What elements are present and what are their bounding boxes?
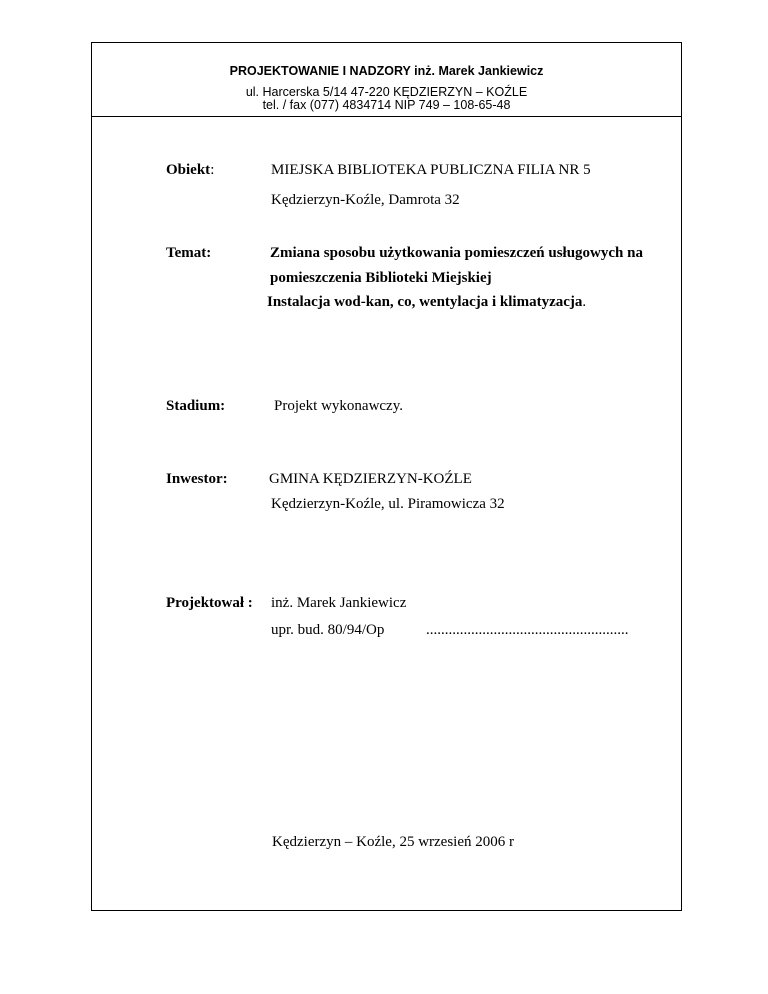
designer-name: inż. Marek Jankiewicz [271,595,407,611]
company-name: PROJEKTOWANIE I NADZORY inż. Marek Jankiewicz [229,64,544,78]
stadium-value: Projekt wykonawczy. [274,398,403,414]
temat-label: Temat: [166,245,212,261]
temat-line-3: Instalacja wod-kan, co, wentylacja i klimatyzacja. [267,294,587,310]
company-contact: tel. / fax (077) 4834714 NIP 749 – 108-65-48 [262,98,511,112]
projektowal-label: Projektował : [166,595,253,611]
signature-line: ...................................................... [426,622,629,638]
obiekt-address: Kędzierzyn-Koźle, Damrota 32 [271,192,460,208]
temat-line-1: Zmiana sposobu użytkowania pomieszczeń usługowych na [270,245,643,261]
stadium-label: Stadium: [166,398,226,414]
inwestor-address: Kędzierzyn-Koźle, ul. Piramowicza 32 [271,496,505,512]
obiekt-label: Obiekt: [166,162,215,178]
letterhead [92,43,681,117]
company-address: ul. Harcerska 5/14 47-220 KĘDZIERZYN – KOŹLE [245,85,528,99]
temat-line-2: pomieszczenia Biblioteki Miejskiej [270,270,492,286]
place-date: Kędzierzyn – Koźle, 25 wrzesień 2006 r [272,834,514,850]
designer-license: upr. bud. 80/94/Op [271,622,385,638]
inwestor-name: GMINA KĘDZIERZYN-KOŹLE [269,471,472,487]
inwestor-label: Inwestor: [166,471,228,487]
obiekt-name: MIEJSKA BIBLIOTEKA PUBLICZNA FILIA NR 5 [271,162,591,178]
